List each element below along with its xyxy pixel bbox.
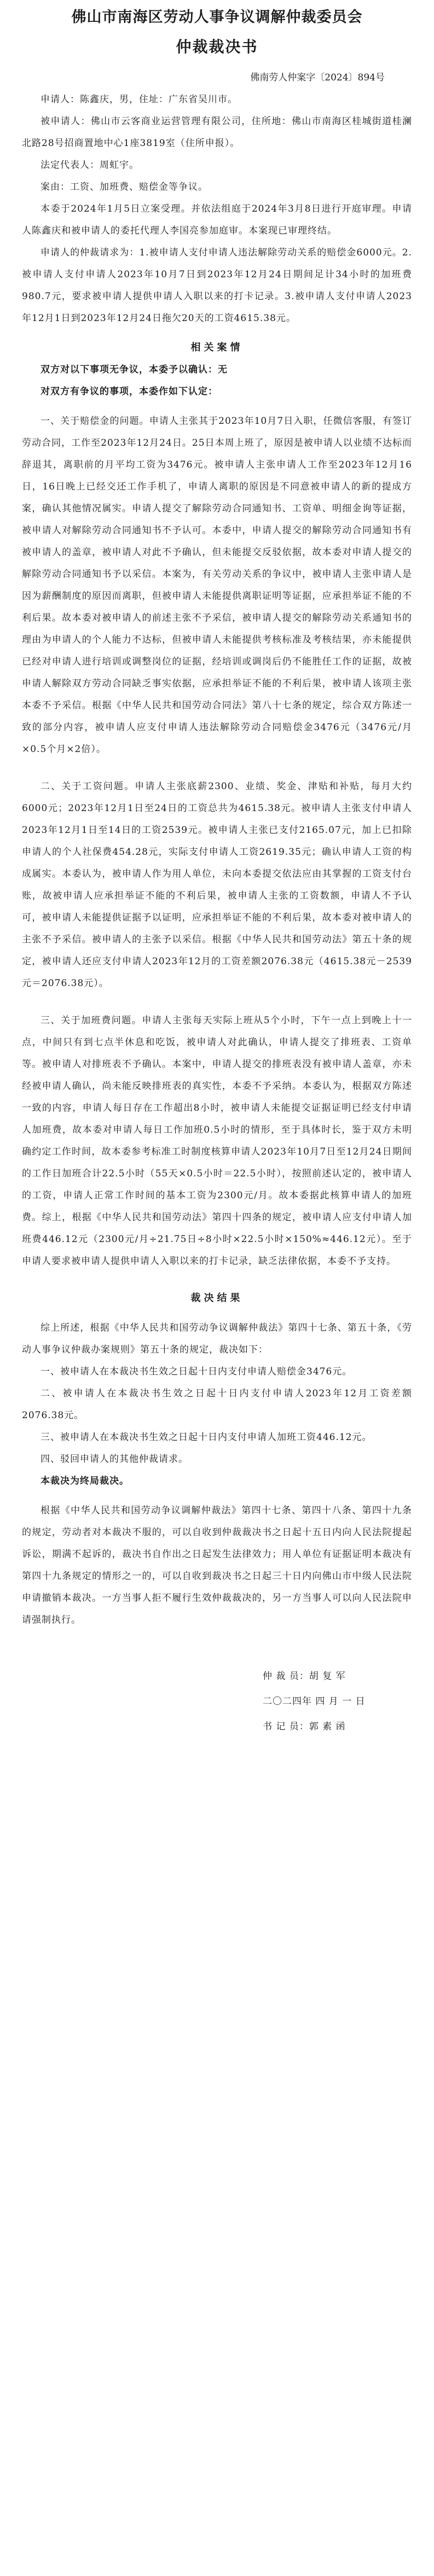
case-acceptance-paragraph: 本委于2024年1月5日立案受理。并依法组庭于2024年3月8日进行开庭审理。申请人陈鑫庆和被申请人的委托代理人李国亮参加庭审。本案现已审理终结。 xyxy=(22,203,412,236)
organization-title: 佛山市南海区劳动人事争议调解仲裁委员会 xyxy=(71,9,363,26)
legal-representative: 法定代表人：周虹宇。 xyxy=(40,160,139,171)
intro-section xyxy=(22,198,412,329)
facts-heading: 相关案情 xyxy=(190,342,244,353)
ruling-heading: 裁决结果 xyxy=(190,1292,244,1304)
ruling-item: 一、被申请人在本裁决书生效之日起十日内支付申请人赔偿金3476元。 xyxy=(40,1366,352,1377)
ruling-intro: 综上所述，根据《中华人民共和国劳动争议调解仲裁法》第四十七条、第五十条，《劳动人事争议仲裁办案规则》第五十条的规定，裁决如下： xyxy=(22,1322,412,1355)
findings-section xyxy=(22,410,412,1272)
finding-overtime: 三、关于加班费问题。申请人主张每天实际上班从5个小时，下午一点上到晚上十一点，中间只有到七点半休息和吃饭，被申请人对此确认，申请人提交了排班表、工资单等。被申请人对排班表不予确认。本案中，申请人提交的排班表没有被申请人盖章，亦未经被申请人确认，尚未能反映排班表的真实性，本委不予采纳。本委认为，根据双方陈述一致的内容，申请人每日存在工作超出8小时，被申请人未能提交证据证明已经支付申请人加班费，故本委对申请人每日工作加班0.5小时的情形，至于具体时长，鉴于双方未明确约定工作时间，故本委参考标准工时制度核算申请人2023年10月7日至12月24日期间的工作日加班合计22.5小时（55天×0.5小时＝22.5小时），按照前述认定的，被申请人的工资，申请人正常工作时间的基本工资为2300元/月。故本委据此核算申请人的加班费。综上，根据《中华人民共和国劳动法》第四十四条的规定，被申请人应支付申请人加班费446.12元（2300元/月÷21.75日÷8小时×22.5小时×150%≈446.12元）。至于申请人要求被申请人提供申请人入职以来的打卡记录，缺乏法律依据，本委不予支持。 xyxy=(22,1015,412,1267)
appeal-rights-paragraph: 根据《中华人民共和国劳动争议调解仲裁法》第四十七条、第四十八条、第四十九条的规定，劳动者对本裁决不服的，可以自收到仲裁裁决书之日起十五日内向人民法院提起诉讼，期满不起诉的，裁决书自作出之日起发生法律效力；用人单位有证据证明本裁决有第四十九条规定的情形之一的，可以自收到裁决书之日起三十日内向佛山市中级人民法院申请撤销本裁决。一方当事人拒不履行生效仲裁裁决的，另一方当事人可以向人民法院申请强制执行。 xyxy=(22,1505,412,1625)
ruling-item: 四、驳回申请人的其他仲裁请求。 xyxy=(40,1454,188,1465)
signature-block xyxy=(22,1664,412,1739)
award-date: 二〇二四年 四 月 一 日 xyxy=(263,1696,366,1707)
rulings-list xyxy=(22,1361,412,1470)
applicant-info: 申请人：陈鑫庆，男，住址：广东省吴川市。 xyxy=(40,94,238,105)
case-number: 佛南劳人仲案字〔2024〕894号 xyxy=(250,72,385,83)
document-title: 仲裁裁决书 xyxy=(176,38,258,56)
arbitrator-signature: 仲 裁 员：胡 复 军 xyxy=(263,1671,346,1682)
claims-paragraph: 申请人的仲裁请求为：1.被申请人支付申请人违法解除劳动关系的赔偿金6000元。2.被申请人支付申请人2023年10月7日到2023年12月24日期间足计34小时的加班费980.7元，要求被申请人提供申请人入职以来的打卡记录。3.被申请人支付申请人2023年12月1日到2023年12月24日拖欠20天的工资4615.38元。 xyxy=(22,247,412,324)
case-cause: 案由：工资、加班费、赔偿金等争议。 xyxy=(40,182,208,193)
finding-compensation: 一、关于赔偿金的问题。申请人主张其于2023年10月7日入职，任微信客服，有签订劳动合同，工作至2023年12月24日。25日本周上班了，原因是被申请人以业绩不达标而辞退其，离职前的月平均工资为3476元。被申请人主张申请人工作至2023年12月16日，16日晚上已经交还工作手机了，申请人离职的原因是不同意被申请人的新的提成方案，确认其他情况属实。申请人提交了解除劳动合同通知书、工资单、明细金询等证据，被申请人对解除劳动合同通知书不予认可。本委中，申请人提交的解除劳动合同通知书有被申请人的盖章，被申请人对此不予确认，但未能提交反驳依据，故本委对申请人提交的解除劳动合同通知书予以采信。本案为，有关劳动关系的争议中，被申请人主张申请人是因为薪酬制度的原因而离职，但被申请人未能提供离职证明等证据，应承担举证不能的不利后果。故本委对被申请人的前述主张不予采信，被申请人提交的解除劳动关系通知书的理由为申请人的个人能力不达标，但被申请人未能提供考核标准及考核结果，亦未能提供已经对申请人进行培训或调整岗位的证据，经培训或调岗后仍不能胜任工作的证据，故被申请人解除双方劳动合同缺乏事实依据，应承担举证不能的不利后果，被申请人该项主张本委不予采信。根据《中华人民共和国劳动合同法》第八十七条的规定，综合双方陈述一致的部分内容，被申请人应支付申请人违法解除劳动合同赔偿金3476元（3476元/月×0.5个月×2倍）。 xyxy=(22,416,412,755)
ruling-item: 二、被申请人在本裁决书生效之日起十日内支付申请人2023年12月工资差额2076.38元。 xyxy=(22,1388,412,1421)
clerk-signature: 书 记 员：郭 素 函 xyxy=(263,1721,346,1732)
final-ruling-note: 本裁决为终局裁决。 xyxy=(40,1476,129,1487)
disputed-statement: 对双方有争议的事项，本委作如下认定： xyxy=(40,386,218,397)
undisputed-statement: 双方对以下事项无争议，本委予以确认：无 xyxy=(40,364,228,375)
ruling-item: 三、被申请人在本裁决书生效之日起十日内支付申请人加班工资446.12元。 xyxy=(40,1432,372,1443)
finding-wages: 二、关于工资问题。申请人主张底薪2300、业绩、奖金、津贴和补贴，每月大约6000元；2023年12月1日至24日的工资总共为4615.38元。被申请人主张支付申请人2023年12月1日至14日的工资2539元。被申请人主张已支付2165.07元，加上已扣除申请人的个人社保费454.28元，实际支付申请人工资2619.35元；确认申请人工资的构成属实。本委认为，被申请人作为用人单位，未向本委提交依法应由其掌握的工资支付台账，故被申请人应承担举证不能的不利后果，被申请人主张的工资数额，申请人不予认可，被申请人未能提供证据予以证明，应承担举证不能的不利后果，故本委对被申请人的主张不予采信。被申请人的主张予以采信。根据《中华人民共和国劳动法》第五十条的规定，被申请人还应支付申请人2023年12月的工资差额2076.38元（4615.38元－2539元＝2076.38元）。 xyxy=(22,781,412,989)
parties-section xyxy=(22,89,412,198)
respondent-info: 被申请人：佛山市云客商业运营管理有限公司，住所地：佛山市南海区桂城街道桂澜北路28号招商置地中心1座3819室（住所申报）。 xyxy=(22,116,412,149)
